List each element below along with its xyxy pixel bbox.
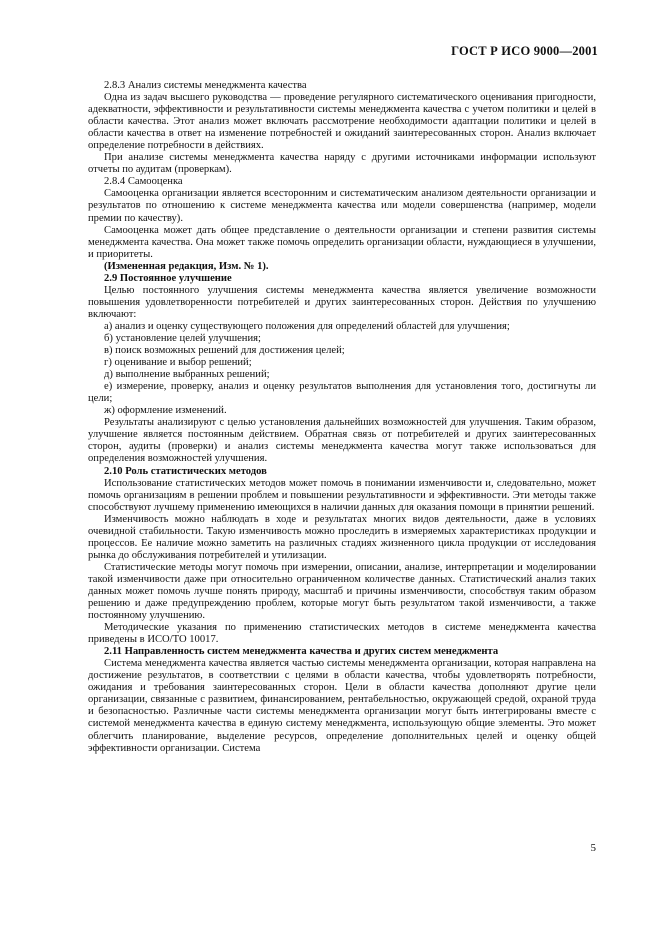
paragraph: Изменчивость можно наблюдать в ходе и результатах многих видов деятельности, даже в условиях очевидной стабильности. Такую изменчивость можно проследить в измеряемых характеристиках продукции и процессов. Ее наличие можно заметить на различных стадиях жизненного цикла продукции от исследования рынка до обслуживания потребителей и утилизации. — [88, 513, 596, 561]
paragraph: Самооценка может дать общее представление о деятельности организации и степени развития системы менеджмента качества. Она может также помочь определить организации области, нуждающиеся в улучшении, и приоритеты. — [88, 224, 596, 260]
list-item: д) выполнение выбранных решений; — [104, 369, 270, 381]
section-heading: 2.9 Постоянное улучшение — [104, 272, 232, 284]
list-item: б) установление целей улучшения; — [104, 332, 261, 344]
document-body — [88, 80, 596, 755]
list-item: в) поиск возможных решений для достижения целей; — [104, 345, 345, 357]
section-heading: 2.11 Направленность систем менеджмента качества и других систем менеджмента — [104, 646, 499, 658]
paragraph: Целью постоянного улучшения системы менеджмента качества является увеличение возможности повышения удовлетворенности потребителей и других заинтересованных сторон. Действия по улучшению включают: — [88, 284, 596, 320]
page-number: 5 — [590, 842, 596, 854]
list-item: е) измерение, проверку, анализ и оценку результатов выполнения для установления того, достигнуты ли цели; — [88, 381, 596, 405]
list-item: ж) оформление изменений. — [104, 405, 227, 417]
paragraph: Одна из задач высшего руководства — проведение регулярного систематического оценивания пригодности, адекватности, эффективности и результативности системы менеджмента качества с учетом политики и целей в области качества. Этот анализ может включать рассмотрение необходимости адаптации политики и целей в области качества в ответ на изменение потребностей и ожиданий заинтересованных сторон. Анализ включает определение потребности в действиях. — [88, 92, 596, 152]
section-heading: 2.10 Роль статистических методов — [104, 465, 267, 477]
subsection-heading: 2.8.4 Самооценка — [104, 176, 183, 188]
subsection-heading: 2.8.3 Анализ системы менеджмента качества — [104, 80, 307, 91]
paragraph: Использование статистических методов может помочь в понимании изменчивости и, следовательно, может помочь организациям в решении проблем и повышении результативности и эффективности. Эти методы также способствуют лучшему применению имеющихся в наличии данных для оказания помощи в принятии решений. — [88, 477, 596, 513]
paragraph: Статистические методы могут помочь при измерении, описании, анализе, интерпретации и моделировании такой изменчивости даже при относительно ограниченном количестве данных. Статистический анализ таких данных может помочь лучше понять природу, масштаб и причины изменчивости, способствуя таким образом решению и даже предупреждению проблем, которые могут быть результатом такой изменчивости, а также постоянному улучшению. — [88, 561, 596, 622]
paragraph: При анализе системы менеджмента качества наряду с другими источниками информации используют отчеты по аудитам (проверкам). — [88, 152, 596, 176]
paragraph: Методические указания по применению статистических методов в системе менеджмента качества приведены в ИСО/ТО 10017. — [88, 622, 596, 646]
paragraph: Система менеджмента качества является частью системы менеджмента организации, которая направлена на достижение результатов, в соответствии с целями в области качества, чтобы удовлетворять потребности, ожидания и требования заинтересованных сторон. Цели в области качества дополняют другие цели организации, связанные с развитием, финансированием, рентабельностью, окружающей средой, охраной труда и безопасностью. Различные части системы менеджмента организации могут быть интегрированы вместе с системой менеджмента качества в единую систему менеджмента, использующую общие элементы. Это может облегчить планирование, выделение ресурсов, определение дополнительных целей и оценку общей эффективности организации. Система — [88, 658, 596, 754]
paragraph: Результаты анализируют с целью установления дальнейших возможностей для улучшения. Таким образом, улучшение является постоянным действием. Обратная связь от потребителей и других заинтересованных сторон, аудиты (проверки) и анализ системы менеджмента качества могут также использоваться для определения возможностей улучшения. — [88, 417, 596, 465]
list-item: а) анализ и оценку существующего положения для определений областей для улучшения; — [104, 320, 510, 332]
document-header: ГОСТ Р ИСО 9000—2001 — [451, 44, 598, 58]
amendment-note: (Измененная редакция, Изм. № 1). — [104, 260, 269, 272]
paragraph: Самооценка организации является всесторонним и систематическим анализом деятельности организации и результатов по отношению к системе менеджмента качества или модели совершенства (например, модели премии по качеству). — [88, 188, 596, 224]
list-item: г) оценивание и выбор решений; — [104, 357, 252, 369]
